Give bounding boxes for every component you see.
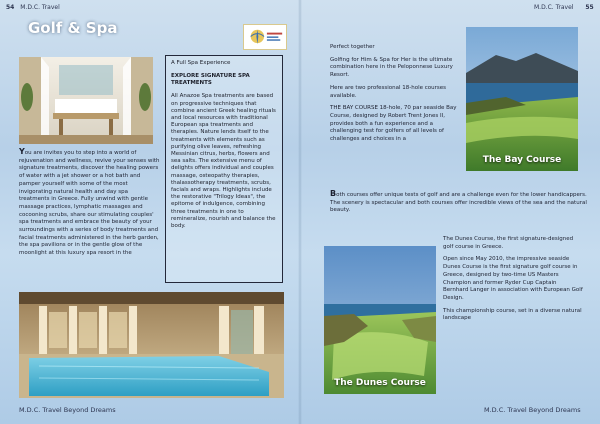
dunes-para-1: The Dunes Course, the first signature-designed golf course in Greece. [443, 236, 574, 250]
resort-logo [243, 24, 287, 50]
page-title: Golf & Spa [28, 19, 118, 37]
logo-emblem-icon [244, 25, 286, 50]
bay-course-caption: The Bay Course [482, 155, 562, 165]
indoor-pool-photo [19, 292, 284, 398]
golf-intro-text [330, 44, 458, 149]
left-page-header [6, 4, 60, 11]
bay-course-photo [466, 27, 578, 171]
intro-text: ou are invites you to step into a world of rejuvenation and wellness, revive your senses with signature treatments, discover the healing powers of water with a jet shower or a hot bath and pamper yourself with some of the most invigorating natural health and day spa treatments in Greece. Fully unwind with gentle massage practices, lymphatic massages and cocooning scrubs, share our stimulating couples' spa treatments and embrace the beauty of your surroundings with a series of body treatments and facial treatments administered in the herb garden, the spa pavilions or in the gentle glow of the moonlight at this luxury spa resort in the [19, 150, 160, 257]
left-footer: M.D.C. Travel Beyond Dreams [19, 406, 116, 414]
right-page-header [534, 4, 598, 11]
box-heading: EXPLORE SIGNATURE SPA TREATMENTS [171, 73, 250, 87]
spa-experience-box [165, 55, 283, 283]
right-page [300, 0, 600, 424]
box-text: All Anazoe Spa treatments are based on progressive techniques that combine ancient Greek healing rituals and local resources with traditional European spa treatments and therapies. Nature lends itself to the treatments with elements such as purifying olive leaves, refreshing Messinian citrus, herbs, flowers and sea salts. The extensive menu of delights offers individual and couples massage, osteopathy therapies, thalassotherapy treatments, scrubs, facials and wraps. Highlights include the restorative "Trilogy Ideas", the epitome of indulgence, combining three treatments in one to remineralize, nourish and balance the body. [171, 93, 276, 230]
golf-para-2: Golfing for Him & Spa for Her is the ultimate combination here in the Peloponnese Luxury Resort. [330, 56, 453, 79]
dunes-course-photo [324, 246, 436, 394]
dunes-para-2: Open since May 2010, the impressive seaside Dunes Course is the first signature golf course in Greece, designed by two-time US Masters Champion and former Ryder Cup Captain Bernhard Langer in association with European Golf Design. [443, 256, 583, 301]
intro-dropcap: Y [19, 147, 25, 156]
courses-dropcap: B [330, 189, 337, 198]
golf-para-1: Perfect together [330, 44, 375, 50]
right-page-number: 55 [585, 4, 594, 11]
courses-text: oth courses offer unique tests of golf and are a challenge even for the lower handicappers. The scenery is spectacular and both courses offer incredible views of the sea and the natural beauty. [330, 192, 587, 214]
golf-para-4: THE BAY COURSE 18-hole, 70 par seaside Bay Course, designed by Robert Trent Jones II, provides both a fun experience and a challenging test for golfers of all levels of challenges and choices in a [330, 105, 457, 143]
right-header-brand: M.D.C. Travel [534, 4, 574, 11]
right-footer: M.D.C. Travel Beyond Dreams [484, 406, 581, 414]
box-kicker: A Full Spa Experience [171, 60, 231, 66]
spa-room-photo [19, 57, 153, 144]
golf-para-3: Here are two professional 18-hole courses available. [330, 84, 447, 99]
dunes-course-caption: The Dunes Course [334, 378, 426, 388]
dunes-para-3: This championship course, set in a diverse natural landscape [443, 307, 582, 322]
left-page-number: 54 [6, 4, 15, 11]
left-header-brand: M.D.C. Travel [20, 4, 60, 11]
courses-paragraph [330, 190, 588, 215]
intro-paragraph [19, 148, 160, 258]
dunes-text [443, 236, 583, 328]
